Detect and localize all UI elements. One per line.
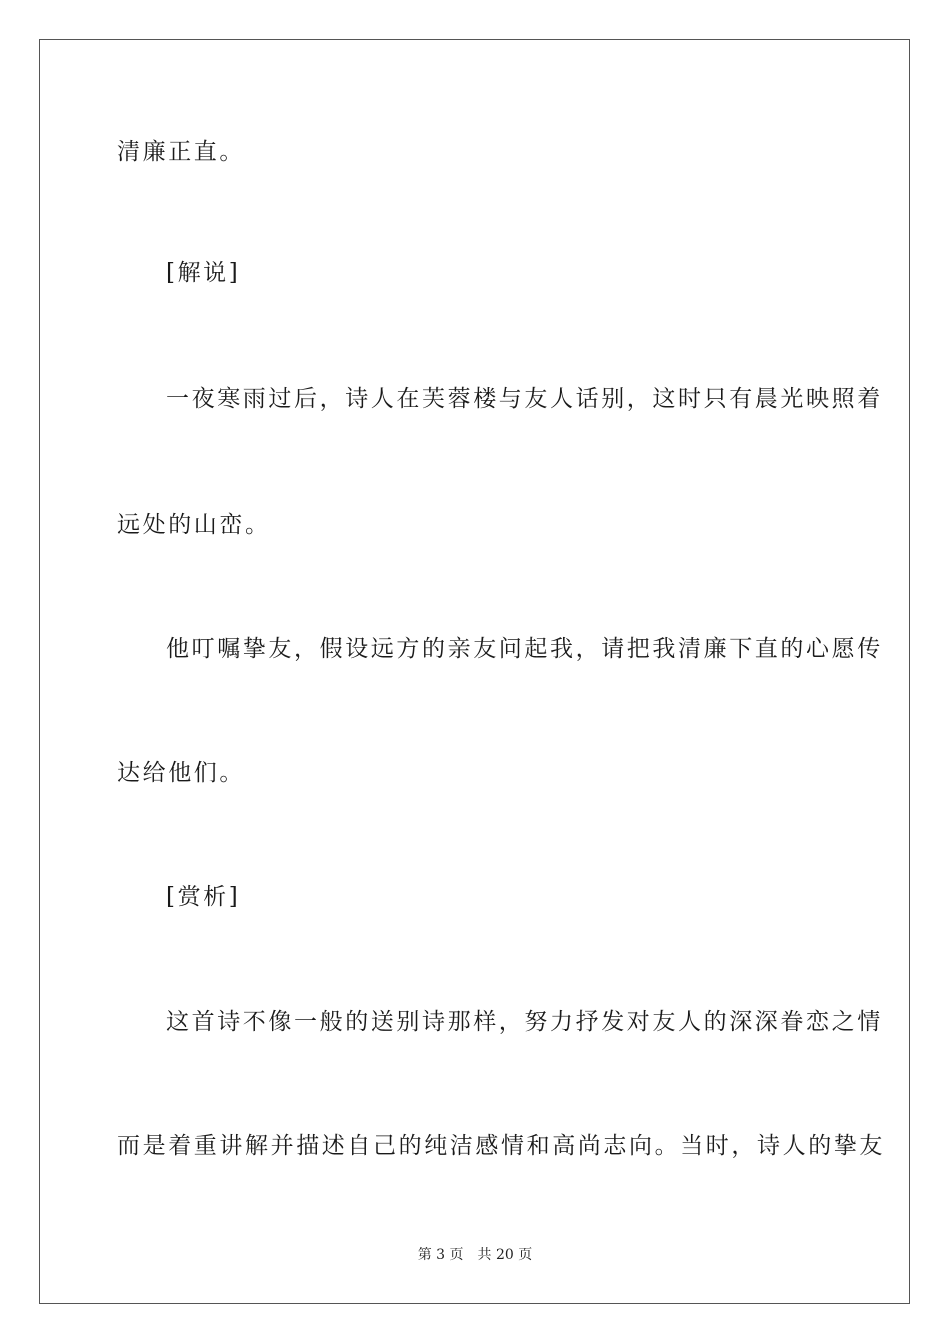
text-line: 这首诗不像一般的送别诗那样，努力抒发对友人的深深眷恋之情: [166, 1009, 883, 1035]
text-line: 一夜寒雨过后，诗人在芙蓉楼与友人话别，这时只有晨光映照着: [166, 386, 883, 412]
section-heading-appreciation: [赏析]: [166, 884, 241, 910]
page-total: 共 20 页: [477, 1247, 533, 1263]
text-line: 清廉正直。: [117, 139, 245, 165]
section-heading-explanation: [解说]: [166, 260, 241, 286]
page-footer: [0, 1245, 950, 1265]
page-border: [39, 39, 910, 1304]
text-line: 他叮嘱挚友，假设远方的亲友问起我，请把我清廉下直的心愿传: [166, 636, 883, 662]
text-line: 远处的山峦。: [117, 512, 271, 538]
text-line: 达给他们。: [117, 760, 245, 786]
page-number: 第 3 页: [417, 1247, 464, 1263]
text-line: 而是着重讲解并描述自己的纯洁感情和高尚志向。当时，诗人的挚友: [117, 1133, 885, 1159]
